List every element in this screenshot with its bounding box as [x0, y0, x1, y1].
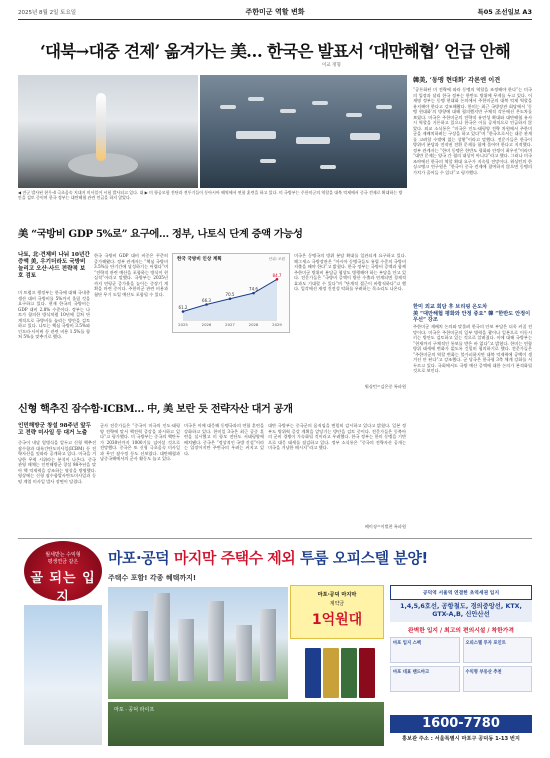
photo-caption: ◀ 전군 발사된 현무-4 극초음속 지대지 미사일이 시험 발사되고 있다. 대 ▶ 미 항공모함 전단과 전투기들이 동아시아 해역에서 연합 훈련을 하고 있다. 미 국방부는 주한미군의 역할을 대북 억제에서 중국 견제로 확대하는 방안을 검토 중이며 한국 정부는 대만해협 관련 언급을 하지 않았다.: [18, 190, 403, 201]
ad-price-sublabel: 계약금: [329, 601, 345, 607]
officetel-advertisement[interactable]: [18, 538, 532, 750]
article-body-col-2: 한국 국방비 GDP 대비 비중은 꾸준히 증가해왔다. 정부 관계자는 “핵심 국방비 3.5%를 단기간에 달성하기는 어렵다”며 “전략적 관련 예산을 포함하는 방식이 현실적”이라고 말했다. 국방부는 2035년까지 연평균 증가율을 높이는 중장기 계획을 마련 중이다. 주한미군 관련 비용과 첨단 무기 도입 예산도 포함될 수 있다.: [94, 253, 168, 297]
ad-landscape-image: [108, 702, 384, 746]
article2-body-col-4: 대만 국방부는 중국군의 움직임을 면밀히 감시하고 있다고 밝혔다. 일본 정부도 방위력 증강 계획을 앞당기는 방안을 검토 중이다. 전문가들은 동북아의 군비 경쟁이 가속화될 것이라고 우려했다. 한국 정부는 한미 동맹을 기반으로 대응 태세를 점검하고 있다. 정부 소식통은 “중국의 전략자산 공개는 미국을 겨냥한 메시지”라고 했다.: [268, 423, 406, 450]
ad-location-text: 공덕역 서울역 연결한 초역세권 입지: [390, 585, 532, 600]
article-body-col-1: 미 트럼프 행정부는 한국에 대해 국내총생산 대비 국방비를 5%까지 올릴 것을 요구하고 있다. 현재 한국의 국방비는 GDP 대비 2.8% 수준이다. 정부는 나토가 합의한 방식처럼 10년에 걸쳐 단계적으로 국방비를 늘리는 방안을 검토하고 있다. 나토는 핵심 국방비 3.5%와 인프라·사이버 등 관련 비용 1.5%를 합쳐 5%를 맞추기로 했다.: [18, 290, 90, 339]
article-body-col-3: 미국은 동맹국의 방위 분담 확대를 일관되게 요구하고 있다. 헤그세스 국방장관은 “아시아 동맹국들도 유럽 수준의 국방비 지출을 해야 한다”고 밝혔다. 한국 정부는 국방비 증액과 함께 주한미군 방위비 분담금 협상도 병행해야 하는 부담을 안고 있다. 전문가들은 “국방비 증액이 방산 수출과 연계되면 경제적 효과도 기대할 수 있다”며 “단계적 접근이 바람직하다”고 했다. 일각에선 재정 건전성 악화를 우려하는 목소리도 나온다.: [294, 253, 406, 291]
chart-data-label: 74.6: [249, 286, 258, 292]
defense-budget-chart[interactable]: [172, 253, 290, 333]
brochure-shape: [305, 648, 321, 698]
ad-feature-cell: 수익형 부동산 추천: [463, 666, 533, 692]
chart-point: [276, 278, 279, 281]
ad-feature-cell: 오피스텔 투자 포인트: [463, 637, 533, 663]
chart-unit: 단위: 조원: [268, 257, 285, 261]
tower-shape: [260, 609, 276, 681]
chart-point: [229, 297, 232, 300]
chart-tick-label: 2027: [225, 322, 235, 327]
ship-shape: [248, 97, 264, 101]
ad-headline-part-1: 마포·공덕: [108, 549, 174, 567]
ad-price-box: [290, 585, 384, 639]
ad-badge-line-3: 골 되는 입지: [30, 571, 96, 605]
ad-city-image: [24, 605, 102, 745]
chart-point: [252, 292, 255, 295]
headline-byline: 이교 정형: [322, 63, 341, 68]
ad-transit-text: 1,4,5,6호선, 공항철도, 경의중앙선, KTX, GTX-A,B, 신안산선: [390, 600, 532, 622]
brochure-shape: [323, 648, 339, 698]
ad-headline: [108, 547, 428, 568]
ad-benefit-text: 완벽한 입지 / 최고의 편의시설 / 착한가격: [408, 628, 514, 634]
chart-data-label: 70.5: [225, 292, 235, 298]
chart-data-label: 61.2: [178, 304, 188, 310]
ship-shape: [280, 109, 296, 113]
chart-tick-label: 2026: [201, 322, 212, 327]
article-byline: 워싱턴=김은중 특파원: [364, 384, 406, 389]
article-headline-defense-budget[interactable]: 美 “국방비 GDP 5%로” 요구에… 정부, 나토식 단계 증액 가능성: [18, 228, 303, 240]
ad-feature-cell: 마포 대표 랜드마크: [390, 666, 460, 692]
ship-shape: [346, 113, 362, 117]
ad-building-rendering: [108, 587, 288, 699]
carrier-shape: [350, 133, 380, 140]
side-subheading-line-2: 美 “대만해협 평화와 안정 중요” 韓 “한반도 안정이 우선” 강조: [413, 310, 531, 324]
missile-plume: [96, 93, 106, 161]
side-subheading-line-1: 한미 외교 회담 후 브리핑 온도차: [413, 304, 488, 310]
issue-date: 2025년 8월 2일 토요일: [18, 10, 77, 16]
article2-byline: 베이징=이벌찬 특파원: [364, 524, 406, 529]
ship-shape: [376, 105, 392, 109]
ad-badge-line-2: 평생연금 같은: [47, 559, 79, 565]
chart-tick-label: 2028: [248, 322, 259, 327]
section-title: 주한미군 역할 변화: [245, 8, 305, 16]
ad-landscape-label: 마포 · 공덕 라이프: [114, 707, 155, 713]
tower-shape: [208, 601, 224, 681]
chart-data-label: 66.3: [202, 298, 211, 304]
article-lead-china-assets: 인민해방군 창설 98주년 앞두고 전략 미사일 등 대거 노출: [18, 423, 92, 436]
carrier-shape: [296, 137, 330, 144]
chart-point: [182, 310, 185, 313]
ad-address: 홍보관 주소 : 서울특별시 마포구 공덕동 1-13 번지: [402, 736, 520, 742]
chart-plot: [173, 264, 289, 332]
carrier-fleet-photo[interactable]: [200, 75, 407, 188]
article-lead-defense-budget: 나토, 北·견제비 나눠 10년간 증액 美, 우기더라도 국방비 늘리고 오산·사드 전략적 보호 검토: [18, 252, 90, 279]
ad-phone-number[interactable]: 1600-7780: [390, 715, 532, 733]
brochure-shape: [341, 648, 357, 698]
chart-point: [205, 303, 208, 306]
ad-price-label: 마포·공덕 마지막: [317, 592, 357, 598]
ad-feature-cell: 마포 입지 스펙: [390, 637, 460, 663]
ship-shape: [260, 159, 276, 163]
side-column: [413, 75, 532, 309]
tower-shape: [236, 625, 252, 681]
side-subheading: [413, 304, 532, 324]
ad-headline-part-3: 투룸 오피스텔 분양!: [295, 549, 428, 567]
page-number: 특05 조선일보 A3: [477, 8, 532, 16]
brochure-shape: [359, 648, 375, 698]
side-column-title[interactable]: 韓美, ‘동맹 현대화’ 각론엔 이견: [413, 77, 501, 84]
ad-slogan: 주택수 포함! 각종 혜택까지!: [108, 574, 197, 582]
article2-body-col-2: 군사 전문가들은 “중국이 미국의 인도·태평양 전략에 맞서 핵전력 증강을 과시하고 있다”고 평가했다. 미 국방부는 중국의 핵탄두가 2030년까지 1000기를 넘어설 것으로 전망했다. 중국은 또 신형 극초음속 미사일과 무인 잠수정 등도 선보였다. 대만해협과 남중국해에서의 군사 활동도 늘고 있다.: [100, 423, 180, 461]
main-headline[interactable]: ‘대북→대중 견제’ 옮겨가는 美… 한국은 발표서 ‘대만해협’ 언급 안해: [40, 41, 510, 61]
page-header: [18, 6, 532, 20]
tower-shape: [132, 611, 148, 681]
ad-brochure-image: [303, 644, 379, 698]
article2-body-col-3: 미국은 이에 대응해 동맹국과의 연합 훈련을 강화하고 있다. 한미일 3국은 최근 공중 훈련을 실시했고 미 항모 전단도 서태평양에 배치됐다. 중국은 “정상적인 국방 건설”이라는 입장이지만 주변국의 우려는 커지고 있다.: [184, 423, 264, 456]
tower-shape: [154, 593, 170, 681]
side-column-continued: 주한미군 재배치 논의와 맞물려 한국의 안보 부담은 더욱 커질 전망이다. 미국은 주한미군의 일부 병력을 괌이나 일본으로 이동시키는 방안도 검토하고 있는 것으로 알려졌다. 이에 대해 국방부는 “현재까지 구체적인 통보를 받은 바 없다”고 밝혔다. 한미는 연합 방위 태세에 변화가 없도록 긴밀히 협의하기로 했다. 전문가들은 “주한미군의 역할 변화는 불가피하지만 대북 억제력에 공백이 생겨선 안 된다”고 강조했다. 군 당국은 한국형 3축 체계 강화를 서두르고 있다. 국회에서도 국방 예산 증액에 대한 논의가 본격화될 것으로 보인다.: [413, 324, 532, 373]
ad-badge: [24, 541, 102, 605]
carrier-shape: [236, 131, 276, 139]
side-column-text: “공론화된 미 전략에 따라 동맹의 역할을 조정해야 한다”는 미국의 입장과 달리 한국 정부는 한반도 방위에 무게를 두고 있다. 이재명 정부는 동맹 현대화 논의에서 주한미군의 대북 억제 역할을 유지해야 한다고 강조해왔다. 한미는 최근 국방장관 회담에서 ‘동맹 현대화’의 방향에 대해 협의했지만 구체적 각론에선 온도차를 보였다. 미국은 주한미군의 전략적 유연성 확대와 대만해협 유사시 역할을 거론하고 있으나 한국은 이를 공개적으로 언급하지 않았다. 외교 소식통은 “미국은 인도·태평양 전략 차원에서 주한미군을 재배치하려는 구상을 하고 있다”며 “한국으로서는 대중 관계를 고려할 수밖에 없는 상황”이라고 말했다. 전문가들은 한국이 방위비 분담과 전작권 전환 문제를 함께 풀어야 한다고 지적했다. 정부 관계자는 “한미 동맹은 한반도 평화와 안정이 최우선”이라며 “대만 문제는 양국 간 협의 대상이 아니다”라고 했다. 그러나 미국 조야에선 한국의 역할 확대 요구가 지속될 전망이다. 워싱턴의 한 싱크탱크 연구원은 “한국이 중국 견제에 참여하지 않으면 동맹의 가치가 줄어들 수 있다”고 평가했다.: [413, 87, 532, 175]
chart-tick-label: 2025: [178, 322, 188, 327]
ad-feature-grid: [390, 637, 532, 692]
ad-info-panel: [390, 585, 532, 692]
article-headline-china-assets[interactable]: 신형 핵추진 잠수함·ICBM… 中, 美 보란 듯 전략자산 대거 공개: [18, 403, 293, 415]
ad-headline-part-2: 마지막 주택수 제외: [173, 549, 296, 567]
missile-launch-photo[interactable]: [18, 75, 198, 188]
chart-tick-label: 2029: [272, 322, 282, 327]
ship-shape: [220, 105, 236, 109]
ad-price-value: 1억원대: [311, 612, 363, 628]
ship-shape: [320, 165, 336, 169]
chart-title: 한국 국방비 인상 계획: [177, 257, 222, 262]
tower-shape: [178, 619, 194, 681]
chart-data-label: 84.7: [272, 272, 282, 278]
article2-body-col-1: 중국이 내달 열병식을 앞두고 신형 핵추진 잠수함과 대륙간탄도미사일(ICBM) 등 전략자산을 잇따라 공개하고 있다. 미국을 겨냥한 무력 시위라는 분석이 나온다. 중국 관영 매체는 인민해방군 창설 98주년을 맞아 핵 억제력을 강조하는 영상을 방영했다. 영상에는 신형 잠수함발사탄도미사일과 둥펑 계열 미사일 발사 장면이 담겼다.: [18, 440, 96, 484]
ship-shape: [312, 101, 328, 105]
ad-badge-line-1: 월세받는 수익형: [45, 552, 81, 558]
